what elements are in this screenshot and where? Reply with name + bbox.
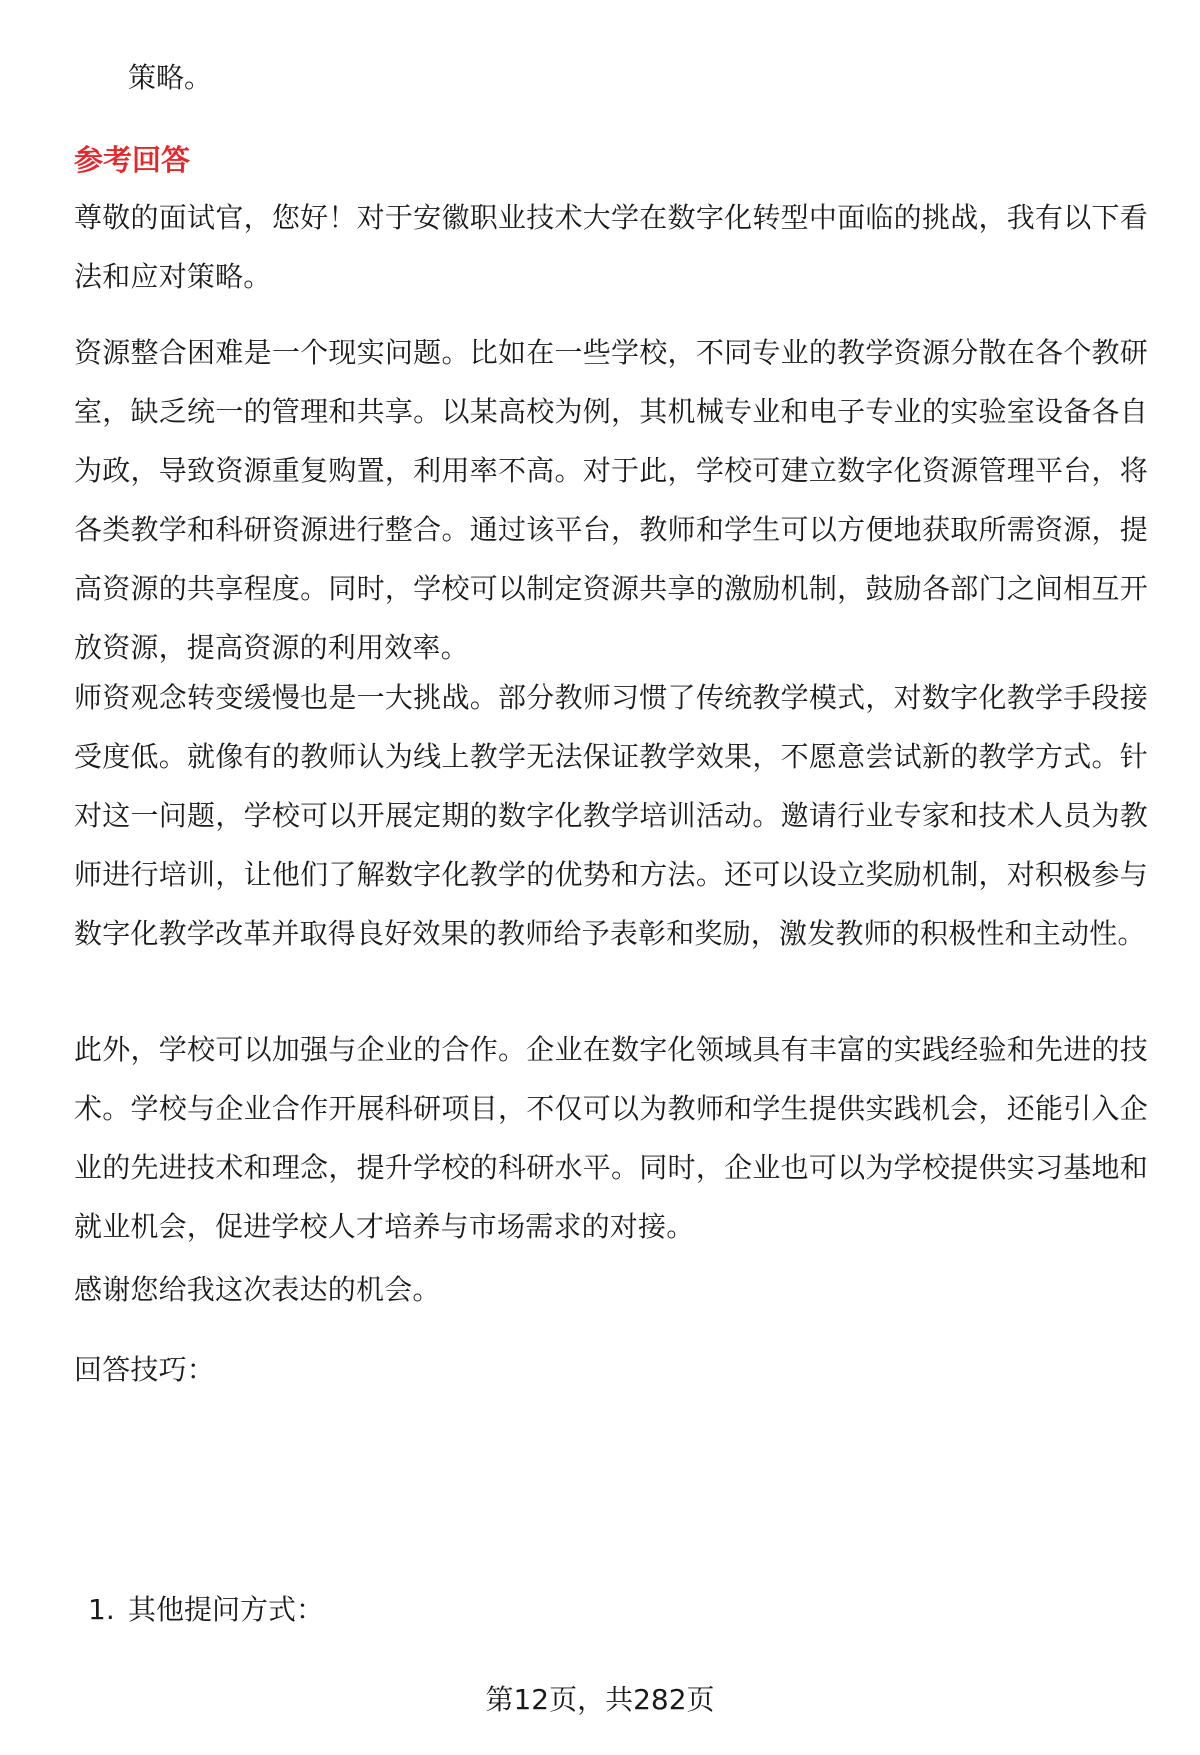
page-footer: 第12页，共282页 [485, 1683, 715, 1716]
paragraph-enterprise-cooperation: 此外，学校可以加强与企业的合作。企业在数字化领域具有丰富的实践经验和先进的技术。学校与企业合作开展科研项目，不仅可以为教师和学生提供实践机会，还能引入企业的先进技术和理念，提升学校的科研水平。同时，企业也可以为学校提供实习基地和就业机会，促进学校人才培养与市场需求的对接。 [74, 1033, 1148, 1243]
continuation-text: 策略。 [128, 61, 213, 94]
list-item-text: 其他提问方式： [128, 1593, 325, 1626]
paragraph-teacher-mindset: 师资观念转变缓慢也是一大挑战。部分教师习惯了传统教学模式，对数字化教学手段接受度低。就像有的教师认为线上教学无法保证教学效果，不愿意尝试新的教学方式。针对这一问题，学校可以开展定期的数字化教学培训活动。邀请行业专家和技术人员为教师进行培训，让他们了解数字化教学的优势和方法。还可以设立奖励机制，对积极参与数字化教学改革并取得良好效果的教师给予表彰和奖励，激发教师的积极性和主动性。 [74, 681, 1148, 950]
paragraph-resource-integration: 资源整合困难是一个现实问题。比如在一些学校，不同专业的教学资源分散在各个教研室，缺乏统一的管理和共享。以某高校为例，其机械专业和电子专业的实验室设备各自为政，导致资源重复购置，利用率不高。对于此，学校可建立数字化资源管理平台，将各类教学和科研资源进行整合。通过该平台，教师和学生可以方便地获取所需资源，提高资源的共享程度。同时，学校可以制定资源共享的激励机制，鼓励各部门之间相互开放资源，提高资源的利用效率。 [74, 336, 1148, 664]
paragraph-thanks: 感谢您给我这次表达的机会。 [74, 1273, 441, 1306]
list-item-number: 1. [88, 1593, 115, 1626]
paragraph-greeting: 尊敬的面试官，您好！对于安徽职业技术大学在数字化转型中面临的挑战，我有以下看法和应对策略。 [74, 201, 1148, 293]
answer-tips-label: 回答技巧： [74, 1353, 216, 1386]
section-heading: 参考回答 [74, 143, 191, 177]
list-item [88, 1590, 324, 1630]
